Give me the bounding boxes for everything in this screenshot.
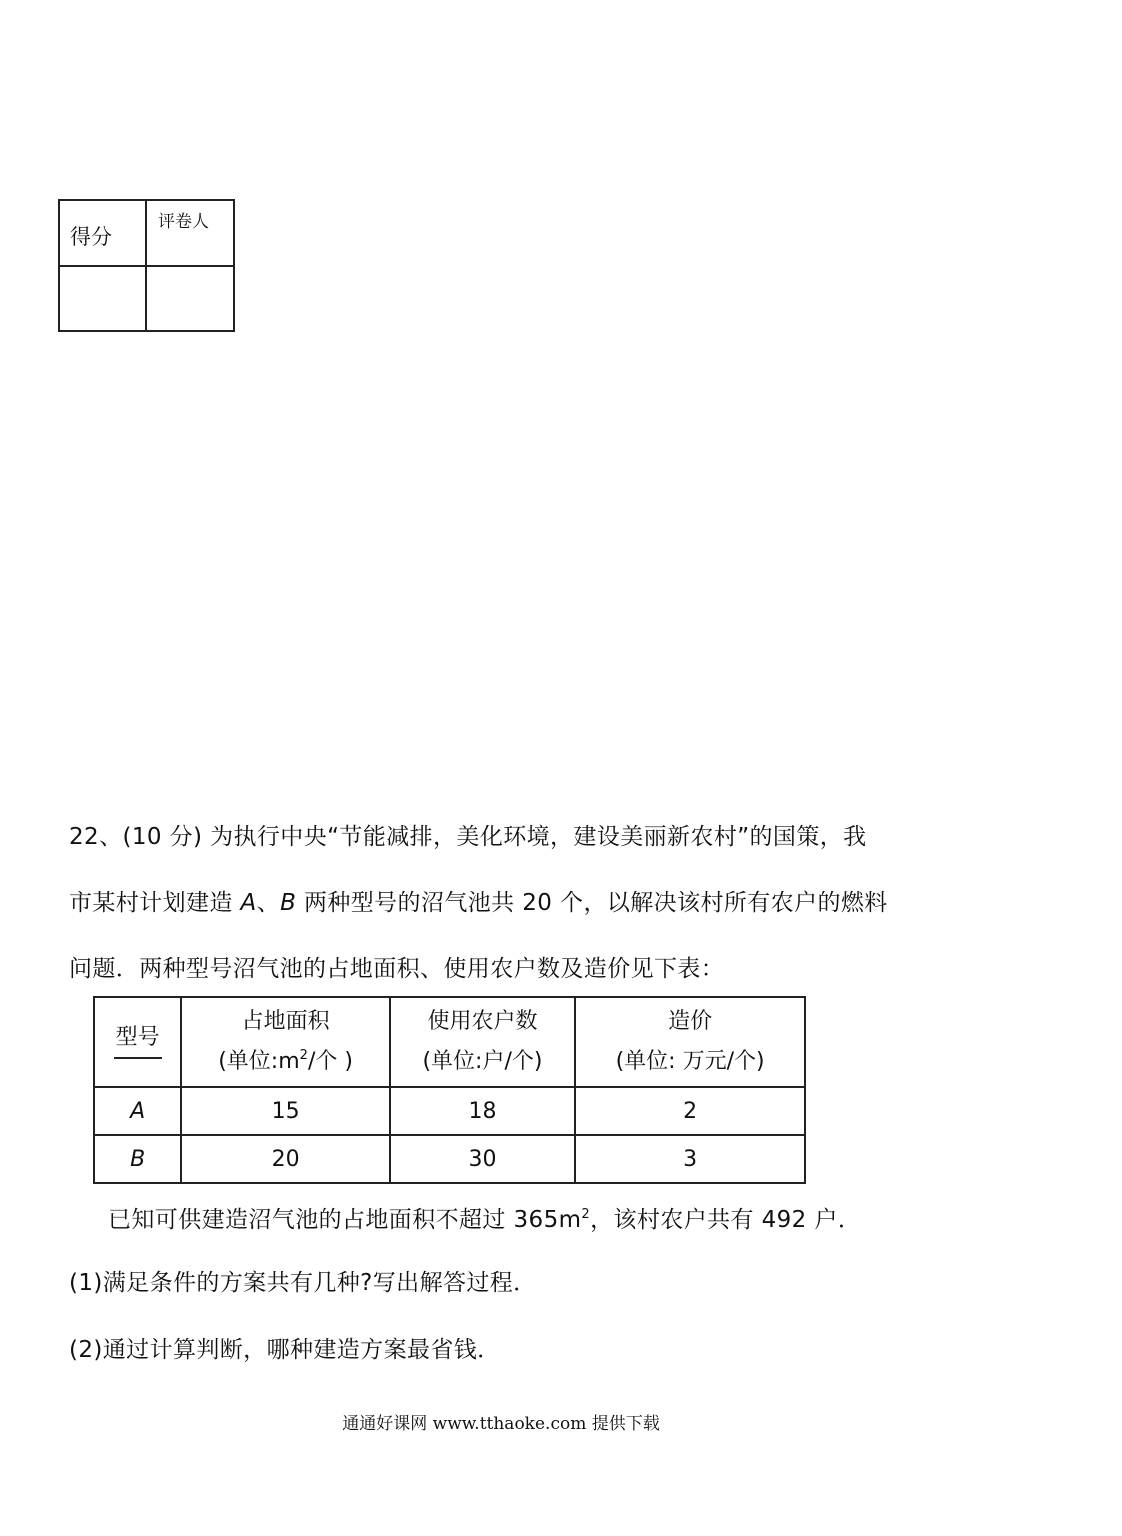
header-cost-title: 造价 [668,1009,713,1034]
problem-line-2 [69,884,888,917]
table-row [94,1087,805,1135]
row-cost: 2 [575,1087,805,1135]
separator: 、 [256,890,281,916]
grader-cell [146,200,234,266]
problem-line-1: 22、(10 分) 为执行中央“节能减排，美化环境，建设美丽新农村”的国策，我 [69,824,867,850]
data-table [93,996,806,1184]
row-area: 15 [181,1087,389,1135]
row-area: 20 [181,1135,389,1183]
problem-line-3: 问题．两种型号沼气池的占地面积、使用农户数及造价见下表： [69,956,725,982]
question-1: (1)满足条件的方案共有几种?写出解答过程． [69,1270,537,1296]
score-label: 得分 [70,225,112,249]
row-households: 18 [390,1087,575,1135]
header-area [181,997,389,1087]
header-area-title: 占地面积 [241,1009,330,1034]
row-type: B [94,1135,181,1183]
var-b: B [280,890,297,916]
row-cost: 3 [575,1135,805,1183]
header-cost-unit: (单位: 万元/个) [615,1049,765,1074]
grader-label: 评卷人 [158,212,209,232]
problem-line-2-post: 两种型号的沼气池共 20 个，以解决该村所有农户的燃料 [296,890,888,916]
header-type [94,997,181,1087]
row-type: A [94,1087,181,1135]
grader-entry [146,266,234,331]
header-cost [575,997,805,1087]
table-header-row [94,997,805,1087]
header-households-unit: (单位:户/个) [422,1049,543,1074]
table-row [94,1135,805,1183]
problem-line-2-pre: 市某村计划建造 [69,890,241,916]
header-households-title: 使用农户数 [427,1009,538,1034]
score-box [58,199,235,332]
question-2: (2)通过计算判断，哪种建造方案最省钱． [69,1337,501,1363]
var-a: A [240,890,257,916]
row-households: 30 [390,1135,575,1183]
header-type-label: 型号 [114,1020,162,1059]
condition-note: 已知可供建造沼气池的占地面积不超过 $365m^2$，该村农户共有 492 户． [108,1207,862,1233]
score-entry [59,266,146,331]
footer-watermark: 通通好课网 www.tthaoke.com 提供下载 [342,1414,660,1434]
header-area-unit: (单位$:m^2/$个 ) [218,1048,353,1074]
header-households [390,997,575,1087]
score-cell [59,200,146,266]
